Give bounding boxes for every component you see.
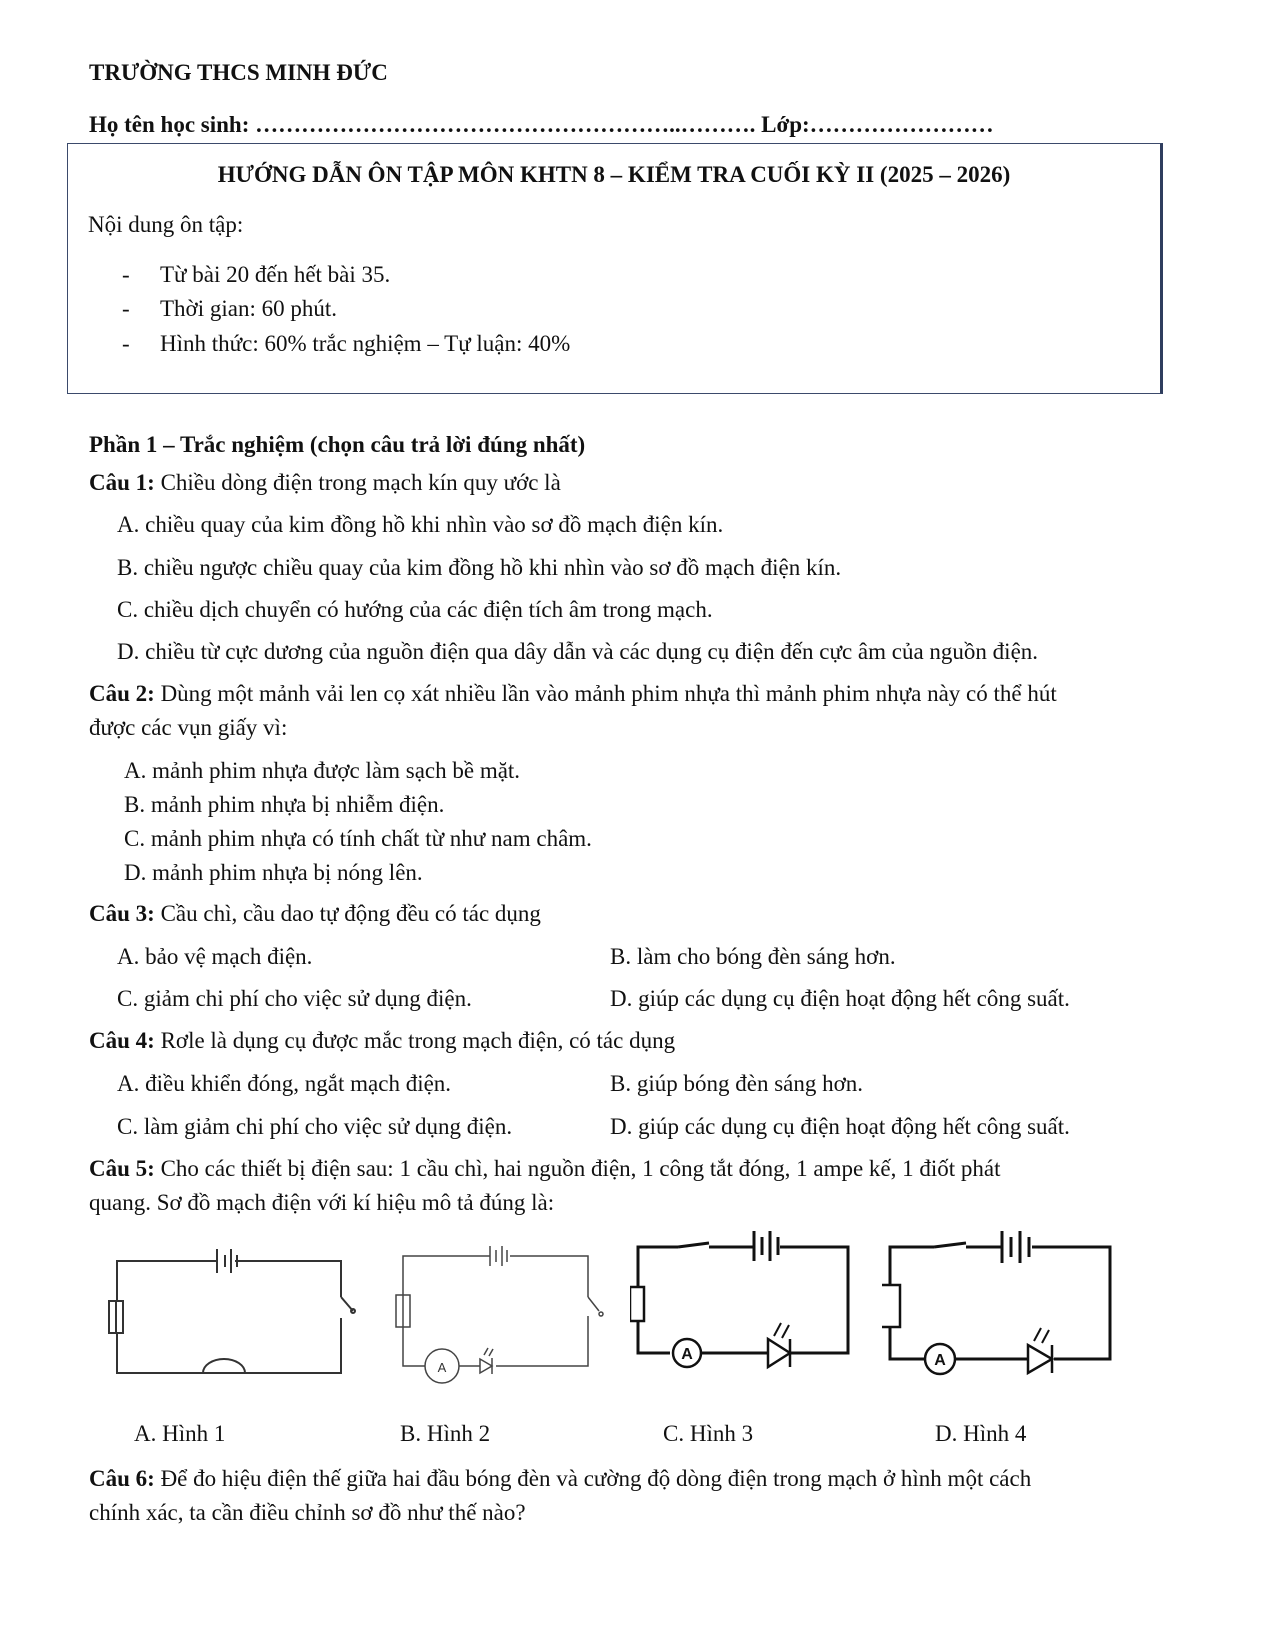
option-1c: C. chiều dịch chuyển có hướng của các điện tích âm trong mạch. — [117, 597, 713, 622]
option-2b: B. mảnh phim nhựa bị nhiễm điện. — [124, 792, 445, 817]
question-text: Rơle là dụng cụ được mắc trong mạch điện, có tác dụng — [154, 1028, 676, 1053]
switch-contact — [599, 1312, 603, 1316]
option-3c: C. giảm chi phí cho việc sử dụng điện. — [117, 986, 472, 1011]
option-4c: C. làm giảm chi phí cho việc sử dụng điện. — [117, 1114, 513, 1139]
switch-icon — [588, 1297, 599, 1311]
review-title: HƯỚNG DẪN ÔN TẬP MÔN KHTN 8 – KIỂM TRA CUỐI KỲ II (2025 – 2026) — [217, 162, 1011, 187]
question-1 — [89, 470, 561, 496]
wire — [496, 1316, 588, 1366]
question-3 — [89, 901, 541, 927]
option-1b: B. chiều ngược chiều quay của kim đồng hồ khi nhìn vào sơ đồ mạch điện kín. — [117, 555, 842, 580]
option-3d: D. giúp các dụng cụ điện hoạt động hết công suất. — [610, 986, 1070, 1011]
option-5b: B. Hình 2 — [400, 1421, 491, 1446]
question-label: Câu 3: — [89, 901, 155, 926]
question-5 — [89, 1156, 1001, 1182]
option-3a: A. bảo vệ mạch điện. — [117, 944, 313, 969]
review-item-text: Thời gian: 60 phút. — [160, 296, 337, 321]
option-1a: A. chiều quay của kim đồng hồ khi nhìn vào sơ đồ mạch điện kín. — [117, 512, 724, 537]
question-label: Câu 2: — [89, 681, 155, 706]
question-4 — [89, 1028, 675, 1054]
option-4b: B. giúp bóng đèn sáng hơn. — [610, 1071, 864, 1096]
option-5d: D. Hình 4 — [935, 1421, 1027, 1446]
circuit-figure-4 — [882, 1225, 1122, 1380]
bullet-dash: - — [122, 262, 130, 287]
led-arrow — [489, 1349, 493, 1356]
option-3b: B. làm cho bóng đèn sáng hơn. — [610, 944, 896, 969]
question-text: Cầu chì, cầu dao tự động đều có tác dụng — [154, 901, 541, 926]
wire — [890, 1327, 924, 1359]
bullet-dash: - — [122, 296, 130, 321]
led-arrow — [1042, 1330, 1049, 1343]
option-4a: A. điều khiển đóng, ngắt mạch điện. — [117, 1071, 452, 1096]
switch-icon — [934, 1243, 966, 1247]
option-5a: A. Hình 1 — [134, 1421, 226, 1446]
review-item-text: Từ bài 20 đến hết bài 35. — [160, 262, 391, 287]
circuit-figure-1 — [105, 1245, 365, 1380]
ammeter-label: A — [681, 1346, 693, 1363]
led-arrow — [1034, 1328, 1041, 1341]
wire — [235, 1261, 341, 1297]
question-label: Câu 4: — [89, 1028, 155, 1053]
fuse-icon — [882, 1285, 900, 1327]
ammeter-label: A — [437, 1360, 447, 1375]
led-arrow — [774, 1323, 781, 1336]
question-label: Câu 6: — [89, 1466, 155, 1491]
option-2d: D. mảnh phim nhựa bị nóng lên. — [124, 860, 423, 885]
wire — [510, 1256, 588, 1297]
question-text: Dùng một mảnh vải len cọ xát nhiều lần vào mảnh phim nhựa thì mảnh phim nhựa này có thể hút — [154, 681, 1057, 706]
question-5-cont: quang. Sơ đồ mạch điện với kí hiệu mô tả đúng là: — [89, 1190, 555, 1215]
wire — [245, 1318, 341, 1373]
fuse-icon — [630, 1287, 644, 1321]
wire — [117, 1261, 217, 1373]
question-label: Câu 1: — [89, 470, 155, 495]
switch-icon — [678, 1243, 709, 1247]
question-2 — [89, 681, 1057, 707]
circuit-figure-3 — [630, 1225, 870, 1375]
led-arrow — [484, 1348, 488, 1355]
led-icon — [480, 1359, 492, 1373]
wire — [1032, 1247, 1110, 1359]
question-text: Cho các thiết bị điện sau: 1 cầu chì, hai nguồn điện, 1 công tắt đóng, 1 ampe kế, 1 điốt phát — [154, 1156, 1001, 1181]
student-info-line: Họ tên học sinh: ………………………………………………..………. Lớp:…………………… — [89, 112, 994, 137]
question-label: Câu 5: — [89, 1156, 155, 1181]
option-2c: C. mảnh phim nhựa có tính chất từ như nam châm. — [124, 826, 592, 851]
bell-icon — [203, 1359, 245, 1373]
wire — [780, 1247, 848, 1353]
circuit-figure-2 — [380, 1235, 620, 1395]
led-icon — [768, 1339, 790, 1367]
school-name: TRƯỜNG THCS MINH ĐỨC — [89, 60, 388, 85]
review-box — [67, 143, 1163, 394]
led-arrow — [782, 1325, 789, 1338]
review-intro: Nội dung ôn tập: — [88, 212, 244, 237]
option-4d: D. giúp các dụng cụ điện hoạt động hết công suất. — [610, 1114, 1070, 1139]
question-6 — [89, 1466, 1031, 1492]
option-1d: D. chiều từ cực dương của nguồn điện qua dây dẫn và các dụng cụ điện đến cực âm của nguồn điện. — [117, 639, 1039, 664]
question-text: Để đo hiệu điện thế giữa hai đầu bóng đèn và cường độ dòng điện trong mạch ở hình một cách — [154, 1466, 1032, 1491]
led-icon — [1028, 1345, 1052, 1373]
option-5c: C. Hình 3 — [663, 1421, 754, 1446]
bullet-dash: - — [122, 331, 130, 356]
option-2a: A. mảnh phim nhựa được làm sạch bề mặt. — [124, 758, 521, 783]
review-item-text: Hình thức: 60% trắc nghiệm – Tự luận: 40% — [160, 331, 571, 356]
question-text: Chiều dòng điện trong mạch kín quy ước là — [154, 470, 561, 495]
part-title: Phần 1 – Trắc nghiệm (chọn câu trả lời đúng nhất) — [89, 432, 586, 457]
question-2-cont: được các vụn giấy vì: — [89, 715, 288, 740]
question-6-cont: chính xác, ta cần điều chỉnh sơ đồ như thế nào? — [89, 1500, 526, 1525]
wire — [890, 1247, 934, 1285]
ammeter-label: A — [934, 1352, 946, 1369]
